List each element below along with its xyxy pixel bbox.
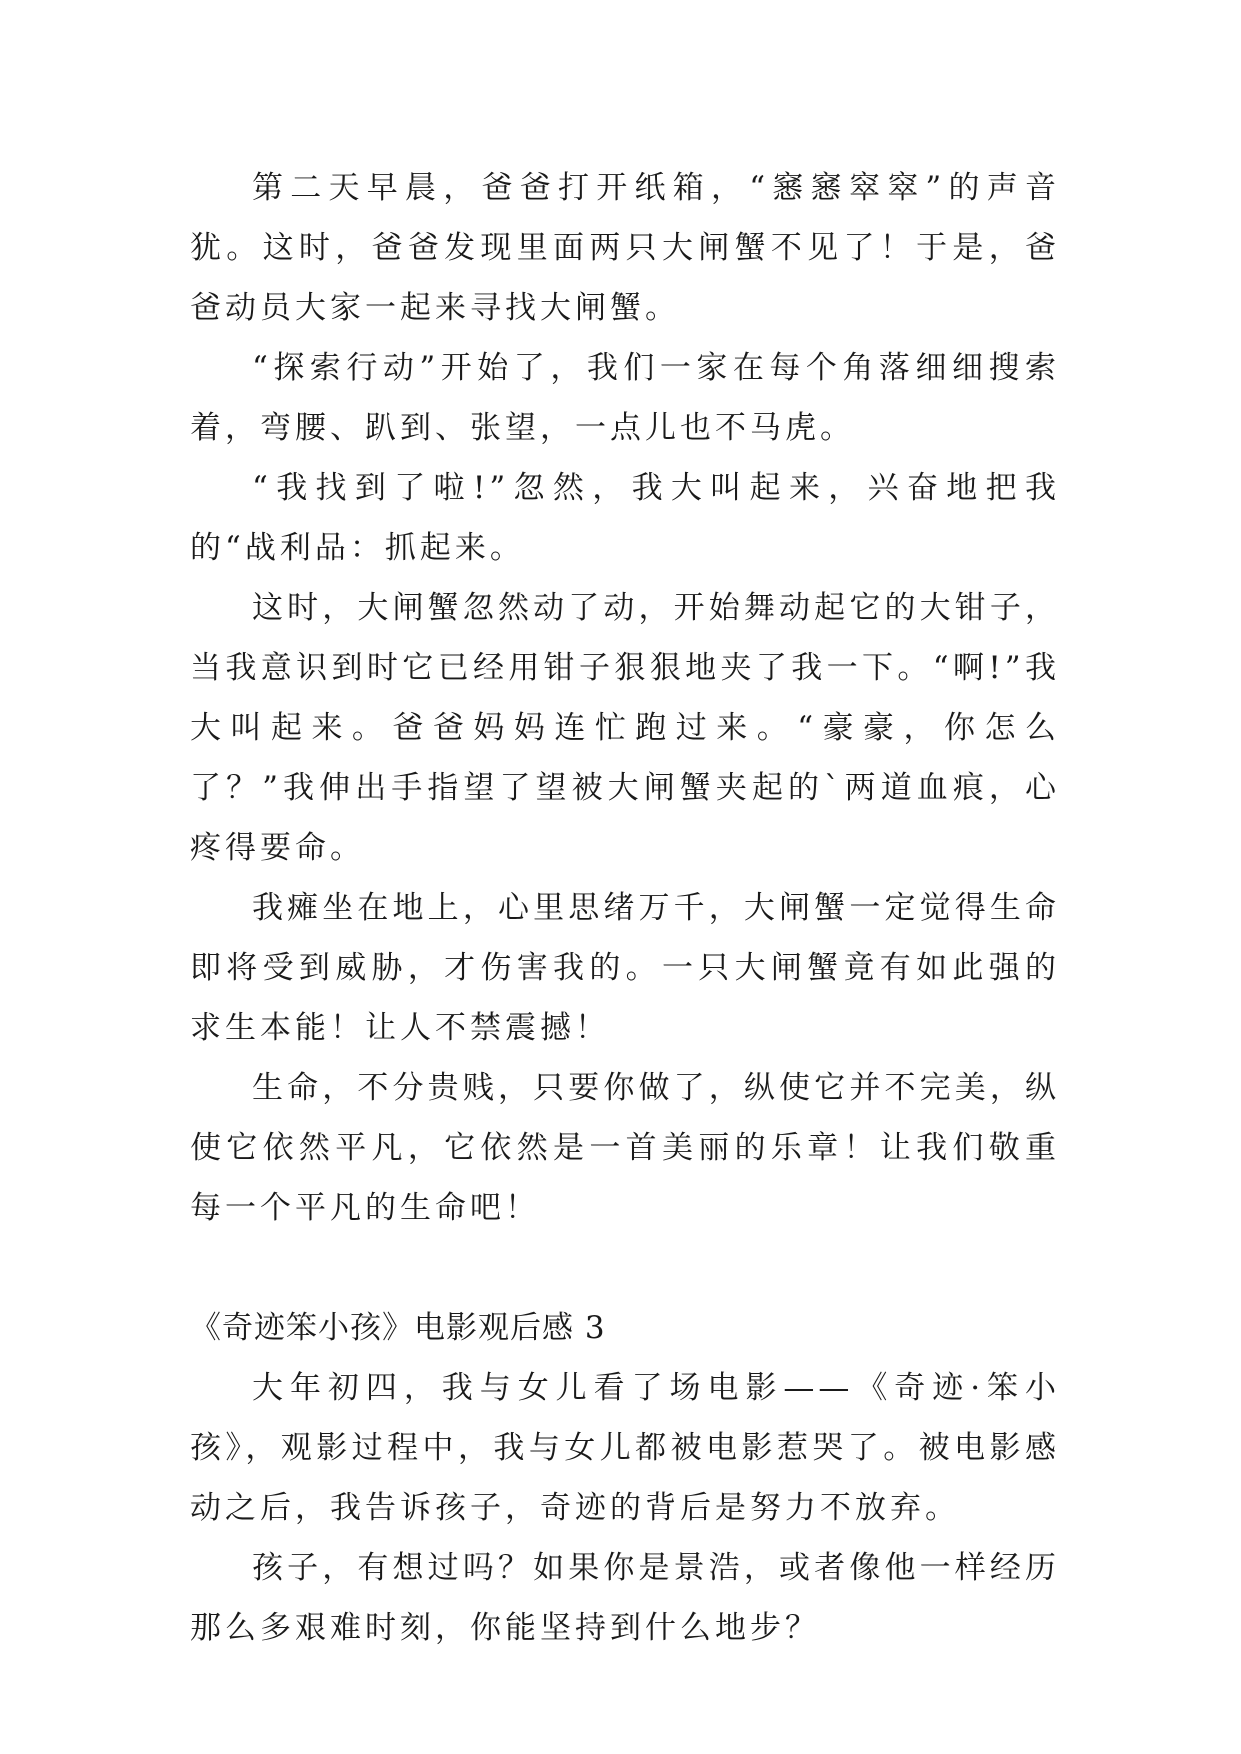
paragraph: “探索行动”开始了，我们一家在每个角落细细搜索着，弯腰、趴到、张望，一点儿也不马虎。 [190, 350, 1060, 446]
paragraph: 我瘫坐在地上，心里思绪万千，大闸蟹一定觉得生命即将受到威胁，才伤害我的。一只大闸蟹竟有如此强的求生本能！让人不禁震撼！ [190, 890, 1060, 1046]
paragraph: 这时，大闸蟹忽然动了动，开始舞动起它的大钳子，当我意识到时它已经用钳子狠狠地夹了我一下。“啊!”我大叫起来。爸爸妈妈连忙跑过来。“豪豪，你怎么了？”我伸出手指望了望被大闸蟹夹起的`两道血痕，心疼得要命。 [190, 590, 1060, 866]
section-gap [190, 1238, 1060, 1298]
paragraph: 第二天早晨，爸爸打开纸箱，“窸窸窣窣”的声音犹。这时，爸爸发现里面两只大闸蟹不见了！于是，爸爸动员大家一起来寻找大闸蟹。 [190, 170, 1060, 326]
paragraph: “我找到了啦!”忽然，我大叫起来，兴奋地把我的“战利品：抓起来。 [190, 470, 1060, 566]
paragraph: 孩子，有想过吗？如果你是景浩，或者像他一样经历那么多艰难时刻，你能坚持到什么地步？ [190, 1550, 1060, 1646]
paragraph: 大年初四，我与女儿看了场电影——《奇迹·笨小孩》，观影过程中，我与女儿都被电影惹哭了。被电影感动之后，我告诉孩子，奇迹的背后是努力不放弃。 [190, 1370, 1060, 1526]
section-title: 《奇迹笨小孩》电影观后感 3 [190, 1310, 606, 1346]
paragraph: 生命，不分贵贱，只要你做了，纵使它并不完美，纵使它依然平凡，它依然是一首美丽的乐章！让我们敬重每一个平凡的生命吧！ [190, 1070, 1060, 1226]
document-body [190, 158, 1060, 1658]
